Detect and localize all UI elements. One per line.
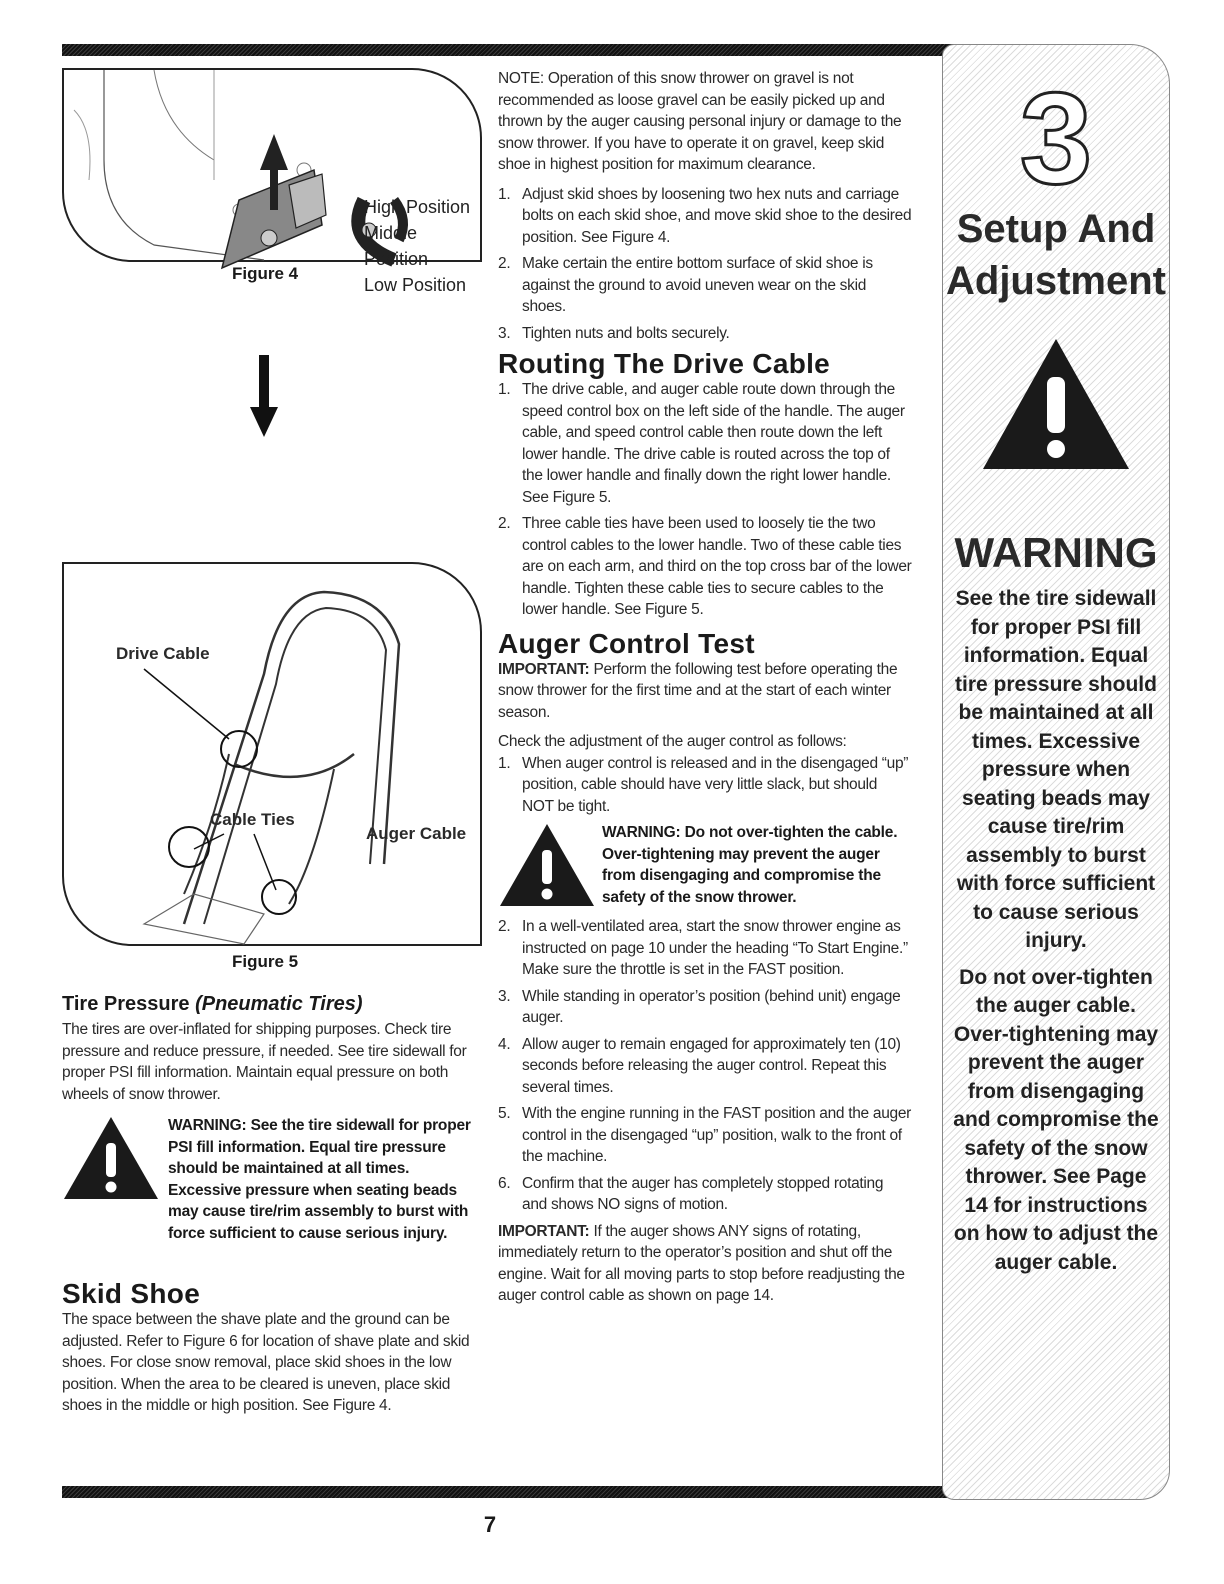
tire-pressure-section	[62, 992, 480, 1417]
list-item: 2. Make certain the entire bottom surface of skid shoe is against the ground to avoid uneven wear on the skid shoes.	[498, 255, 873, 315]
top-rule	[62, 44, 946, 56]
warning-triangle-icon	[498, 822, 596, 908]
routing-heading: Routing The Drive Cable	[498, 348, 831, 379]
auger-steps-rest	[498, 916, 912, 1216]
page-number: 7	[483, 1512, 497, 1537]
handle-cable-illustration	[64, 564, 480, 944]
list-item: 1. When auger control is released and in the disengaged “up” position, cable should have very little slack, but should NOT be tight.	[498, 754, 909, 815]
auger-important-2: IMPORTANT: If the auger shows ANY signs of rotating, immediately return to the operator’s position and shut off the engine. Wait for all moving parts to stop before readjusting the auger control cable as shown on page 14.	[498, 1222, 905, 1304]
warning-triangle-icon	[981, 337, 1131, 471]
list-item: 1. The drive cable, and auger cable route down through the speed control box on the left side of the handle. The auger cable, and speed control cable then route down the left lower handle. The drive cable is routed across the top of the lower handle and finally down the right lower handle. See Figure 5.	[498, 381, 905, 506]
warning-triangle-icon	[62, 1115, 160, 1201]
fig4-label-high: High Position	[364, 197, 471, 217]
cable-warning	[498, 822, 912, 916]
auger-important: IMPORTANT: Perform the following test before operating the snow thrower for the first time and at the start of each winter season.	[498, 660, 898, 721]
chapter-title: Setup And Adjustment	[946, 207, 1166, 303]
figure-5-frame	[62, 562, 482, 946]
figure-5-caption: Figure 5	[232, 952, 299, 971]
list-item: 4. Allow auger to remain engaged for approximately ten (10) seconds before releasing the auger control. Repeat this several times.	[498, 1035, 901, 1096]
list-item: 5. With the engine running in the FAST position and the auger control in the disengaged “up” position, walk to the front of the machine.	[498, 1105, 912, 1165]
skid-shoe-body: The space between the shave plate and the ground can be adjusted. Refer to Figure 6 for location of shave plate and skid shoes. For close snow removal, place skid shoes in the low position. When the area to be cleared is uneven, place skid shoes in the middle or high position. See Figure 4.	[62, 1311, 470, 1414]
list-item: 1. Adjust skid shoes by loosening two hex nuts and carriage bolts on each skid shoe, and move skid shoe to the desired position. See Figure 4.	[498, 185, 912, 246]
list-item: 2. Three cable ties have been used to loosely tie the two control cables to the lower handle. Two of these cable ties are on each arm, and third on the top cross bar of the lower handle. Tighten these cable ties to secure cables to the lower handle. See Figure 5.	[498, 515, 912, 618]
chapter-number-glyph	[943, 65, 1169, 211]
middle-column	[498, 68, 912, 1307]
auger-step-1	[498, 753, 912, 818]
auger-test-heading: Auger Control Test	[498, 627, 755, 659]
tire-pressure-heading: Tire Pressure (Pneumatic Tires)	[62, 993, 363, 1015]
list-item: 2. In a well-ventilated area, start the snow thrower engine as instructed on page 10 under the heading “To Start Engine.” Make sure the throttle is set in the FAST position.	[498, 918, 908, 978]
tire-warning-text: WARNING: See the tire sidewall for proper PSI fill information. Equal tire pressure should be maintained at all times. Excessive pressure when seating beads may cause tire/rim assembly to burst with force sufficient to cause serious injury.	[168, 1117, 471, 1242]
tire-warning	[62, 1115, 480, 1275]
fig5-label-auger-cable: Auger Cable	[366, 824, 467, 843]
auger-check-intro: Check the adjustment of the auger control as follows:	[498, 733, 847, 750]
fig4-label-middle: Middle Position	[364, 223, 429, 269]
bottom-rule	[62, 1486, 946, 1498]
skid-shoe-heading: Skid Shoe	[62, 1278, 201, 1309]
down-arrow-icon	[250, 355, 280, 439]
fig4-label-low: Low Position	[364, 275, 467, 295]
list-item: 3. While standing in operator’s position (behind unit) engage auger.	[498, 987, 901, 1026]
fig5-label-cable-ties: Cable Ties	[210, 810, 295, 829]
list-item: 6. Confirm that the auger has completely stopped rotating and shows NO signs of motion.	[498, 1174, 884, 1213]
chapter-sidebar	[942, 44, 1170, 1500]
tire-pressure-body: The tires are over-inflated for shipping purposes. Check tire pressure and reduce pressure, if needed. See tire sidewall for proper PSI fill information. Maintain equal pressure on both wheels of snow thrower.	[62, 1021, 467, 1103]
list-item: 3. Tighten nuts and bolts securely.	[498, 324, 730, 342]
figure-4-caption: Figure 4	[232, 264, 299, 283]
chapter-number	[943, 65, 1169, 211]
svg-text:3: 3	[1019, 65, 1093, 211]
fig5-label-drive-cable: Drive Cable	[116, 644, 210, 663]
routing-steps	[498, 379, 912, 621]
skid-shoe-steps	[498, 184, 912, 345]
sidebar-warning-body: See the tire sidewall for proper PSI fill information. Equal tire pressure should be maintained at all times. Excessive pressure when seating beads may cause tire/rim assembly to burst with force sufficient to cause serious injury. Do not over-tighten the auger cable. Over-tightening may prevent the auger from disengaging and compromise the safety of the snow thrower. See Page 14 for instructions on how to adjust the auger cable.	[953, 587, 1159, 1274]
cable-warning-text: WARNING: Do not over-tighten the cable. Over-tightening may prevent the auger from disengaging and compromise the safety of the snow thrower.	[602, 824, 898, 906]
gravel-note: NOTE: Operation of this snow thrower on gravel is not recommended as loose gravel can be easily picked up and thrown by the auger causing personal injury or damage to the snow thrower. If you have to operate it on gravel, keep skid shoe in highest position for maximum clearance.	[498, 70, 902, 173]
sidebar-warning-title: WARNING	[954, 529, 1158, 576]
